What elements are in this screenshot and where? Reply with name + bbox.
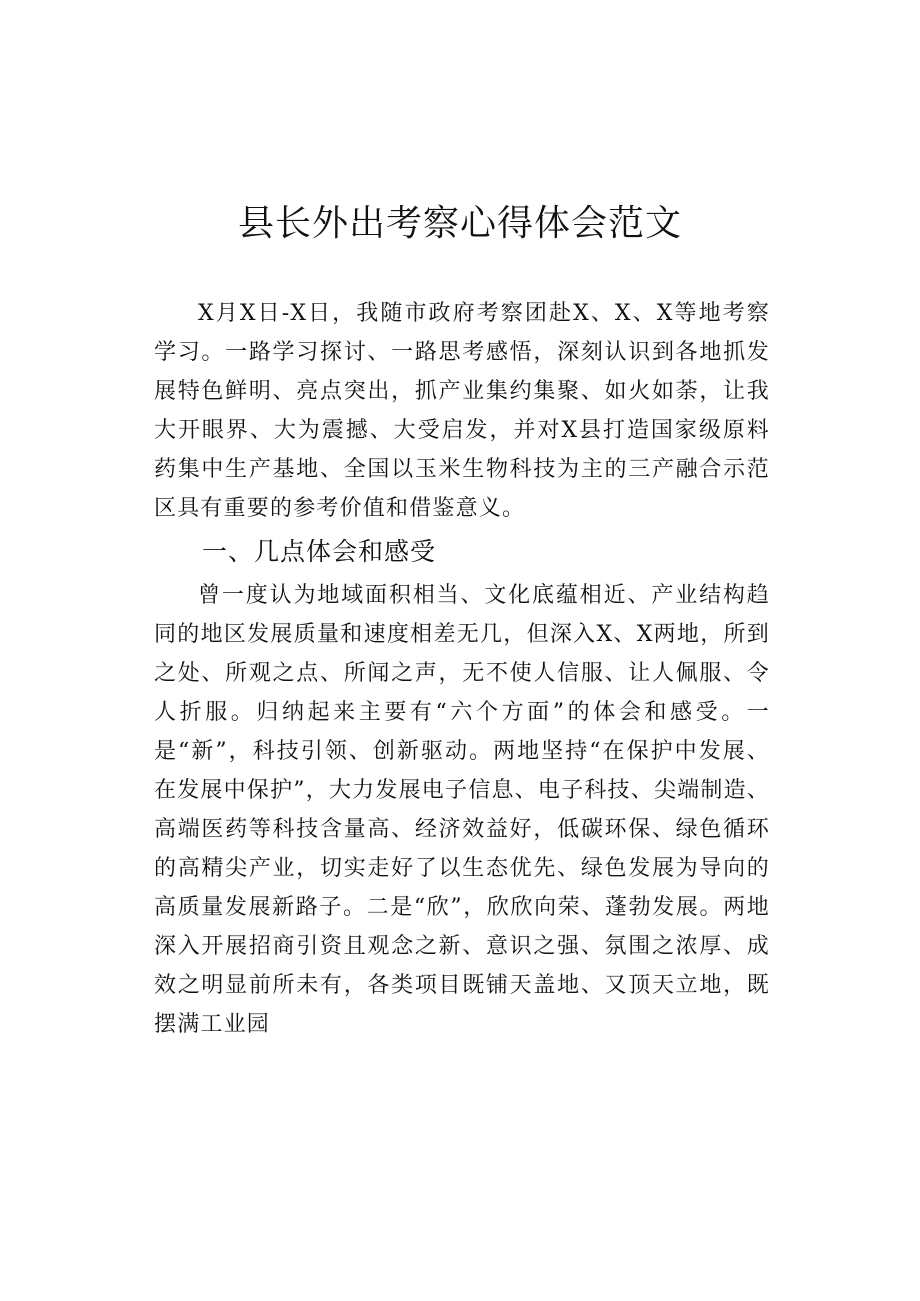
document-title: 县长外出考察心得体会范文 [237, 203, 682, 244]
document-body [154, 294, 770, 1044]
section-paragraph: 曾一度认为地域面积相当、文化底蕴相近、产业结构趋同的地区发展质量和速度相差无几，但深入X、X两地，所到之处、所观之点、所闻之声，无不使人信服、让人佩服、令人折服。归纳起来主要有“六个方面”的体会和感受。一是“新”，科技引领、创新驱动。两地坚持“在保护中发展、在发展中保护”，大力发展电子信息、电子科技、尖端制造、高端医药等科技含量高、经济效益好，低碳环保、绿色循环的高精尖产业，切实走好了以生态优先、绿色发展为导向的高质量发展新路子。二是“欣”，欣欣向荣、蓬勃发展。两地深入开展招商引资且观念之新、意识之强、氛围之浓厚、成效之明显前所未有，各类项目既铺天盖地、又顶天立地，既摆满工业园 [154, 583, 770, 1037]
section-heading: 一、几点体会和感受 [202, 537, 437, 566]
intro-paragraph: X月X日-X日，我随市政府考察团赴X、X、X等地考察学习。一路学习探讨、一路思考感悟，深刻认识到各地抓发展特色鲜明、亮点突出，抓产业集约集聚、如火如荼，让我大开眼界、大为震撼、大受启发，并对X县打造国家级原料药集中生产基地、全国以玉米生物科技为主的三产融合示范区具有重要的参考价值和借鉴意义。 [154, 301, 770, 521]
